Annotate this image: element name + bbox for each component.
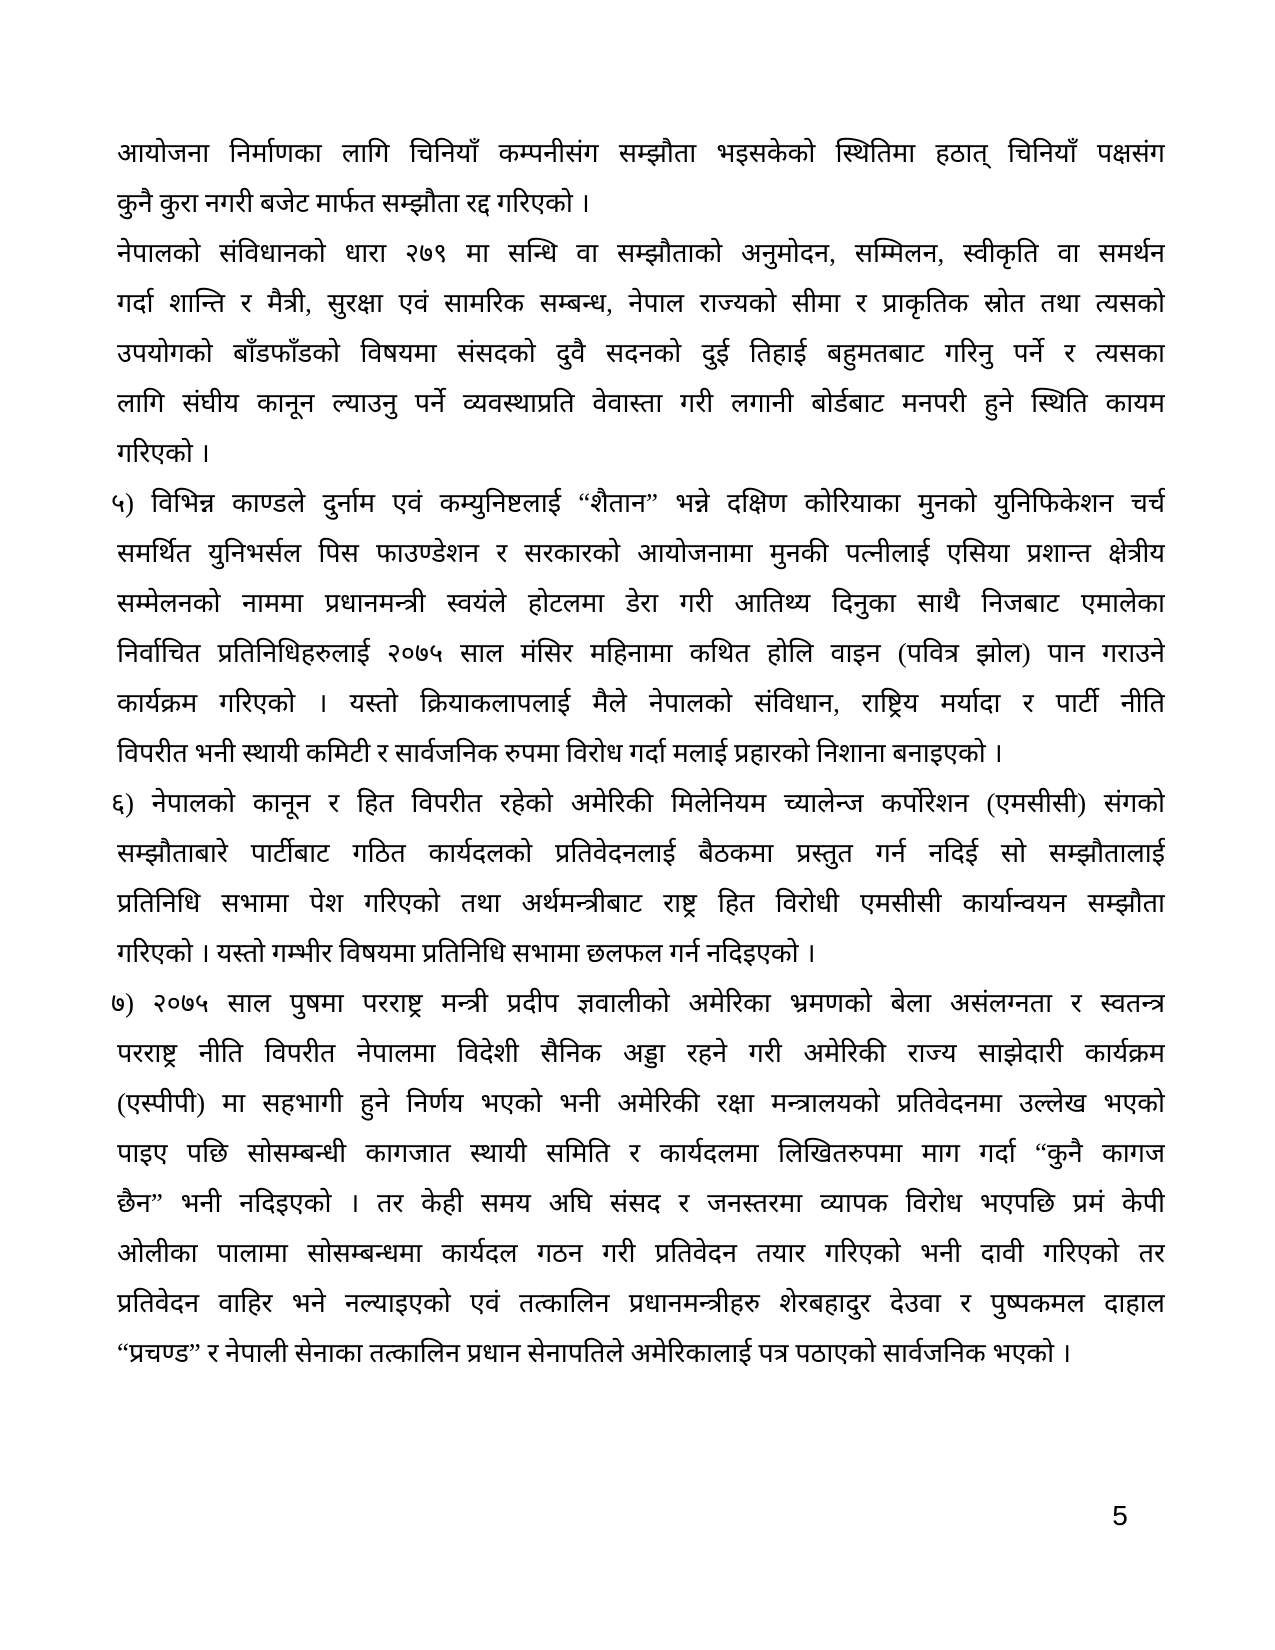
text-line: ओलीका पालामा सोसम्बन्धमा कार्यदल गठन गरी प्रतिवेदन तयार गरिएको भनी दावी गरिएको तर	[117, 1238, 1165, 1268]
list-item-5-line: ५) विभिन्न काण्डले दुर्नाम एवं कम्युनिष्टलाई “शैतान” भन्ने दक्षिण कोरियाका मुनको युनिफिकेशन चर्च	[111, 488, 1165, 518]
text-line: विपरीत भनी स्थायी कमिटी र सार्वजनिक रुपमा विरोध गर्दा मलाई प्रहारको निशाना बनाइएको ।	[117, 738, 1003, 768]
text-line: पाइए पछि सोसम्बन्धी कागजात स्थायी समिति र कार्यदलमा लिखितरुपमा माग गर्दा “कुनै कागज	[117, 1138, 1165, 1168]
text-line: “प्रचण्ड” र नेपाली सेनाका तत्कालिन प्रधान सेनापतिले अमेरिकालाई पत्र पठाएको सार्वजनिक भएको ।	[117, 1338, 1072, 1368]
text-line: उपयोगको बाँडफाँडको विषयमा संसदको दुवै सदनको दुई तिहाई बहुमतबाट गरिनु पर्ने र त्यसका	[117, 338, 1165, 368]
page-number: 5	[1112, 1500, 1128, 1531]
text-line: प्रतिनिधि सभामा पेश गरिएको तथा अर्थमन्त्रीबाट राष्ट्र हित विरोधी एमसीसी कार्यान्वयन सम्झौता	[117, 888, 1165, 918]
text-line: आयोजना निर्माणका लागि चिनियाँ कम्पनीसंग सम्झौता भइसकेको स्थितिमा हठात् चिनियाँ पक्षसंग	[117, 138, 1165, 168]
body-text	[111, 128, 1165, 1378]
text-line: कार्यक्रम गरिएको । यस्तो क्रियाकलापलाई मैले नेपालको संविधान, राष्ट्रिय मर्यादा र पार्टी नीति	[117, 688, 1165, 718]
text-line: निर्वाचित प्रतिनिधिहरुलाई २०७५ साल मंसिर महिनामा कथित होलि वाइन (पवित्र झोल) पान गराउने	[117, 638, 1165, 668]
text-line: गर्दा शान्ति र मैत्री, सुरक्षा एवं सामरिक सम्बन्ध, नेपाल राज्यको सीमा र प्राकृतिक स्रोत तथा त्यसको	[117, 288, 1165, 318]
text-line: सम्मेलनको नाममा प्रधानमन्त्री स्वयंले होटलमा डेरा गरी आतिथ्य दिनुका साथै निजबाट एमालेका	[117, 588, 1165, 618]
text-line: परराष्ट्र नीति विपरीत नेपालमा विदेशी सैनिक अड्डा रहने गरी अमेरिकी राज्य साझेदारी कार्यक्रम	[117, 1038, 1165, 1068]
text-line: नेपालको संविधानको धारा २७९ मा सन्धि वा सम्झौताको अनुमोदन, सम्मिलन, स्वीकृति वा समर्थन	[117, 238, 1165, 268]
text-line: छैन” भनी नदिइएको । तर केही समय अघि संसद र जनस्तरमा व्यापक विरोध भएपछि प्रमं केपी	[117, 1188, 1165, 1218]
text-line: लागि संघीय कानून ल्याउनु पर्ने व्यवस्थाप्रति वेवास्ता गरी लगानी बोर्डबाट मनपरी हुने स्थिति कायम	[117, 388, 1165, 418]
text-line: कुनै कुरा नगरी बजेट मार्फत सम्झौता रद्द गरिएको ।	[117, 188, 590, 218]
text-line: गरिएको ।	[117, 438, 210, 468]
list-item-7-line: ७) २०७५ साल पुषमा परराष्ट्र मन्त्री प्रदीप ज्ञवालीको अमेरिका भ्रमणको बेला असंलग्नता र स्वतन्त्र	[111, 988, 1165, 1018]
text-line: प्रतिवेदन वाहिर भने नल्याइएको एवं तत्कालिन प्रधानमन्त्रीहरु शेरबहादुर देउवा र पुष्पकमल दाहाल	[117, 1288, 1165, 1318]
text-line: गरिएको । यस्तो गम्भीर विषयमा प्रतिनिधि सभामा छलफल गर्न नदिइएको ।	[117, 938, 816, 968]
text-line: सम्झौताबारे पार्टीबाट गठित कार्यदलको प्रतिवेदनलाई बैठकमा प्रस्तुत गर्न नदिई सो सम्झौतालाई	[117, 838, 1165, 868]
list-item-6-line: ६) नेपालको कानून र हित विपरीत रहेको अमेरिकी मिलेनियम च्यालेन्ज कर्पोरेशन (एमसीसी) संगको	[111, 788, 1165, 818]
text-line: (एस्पीपी) मा सहभागी हुने निर्णय भएको भनी अमेरिकी रक्षा मन्त्रालयको प्रतिवेदनमा उल्लेख भएको	[117, 1088, 1165, 1118]
text-line: समर्थित युनिभर्सल पिस फाउण्डेशन र सरकारको आयोजनामा मुनकी पत्नीलाई एसिया प्रशान्त क्षेत्रीय	[117, 538, 1165, 568]
